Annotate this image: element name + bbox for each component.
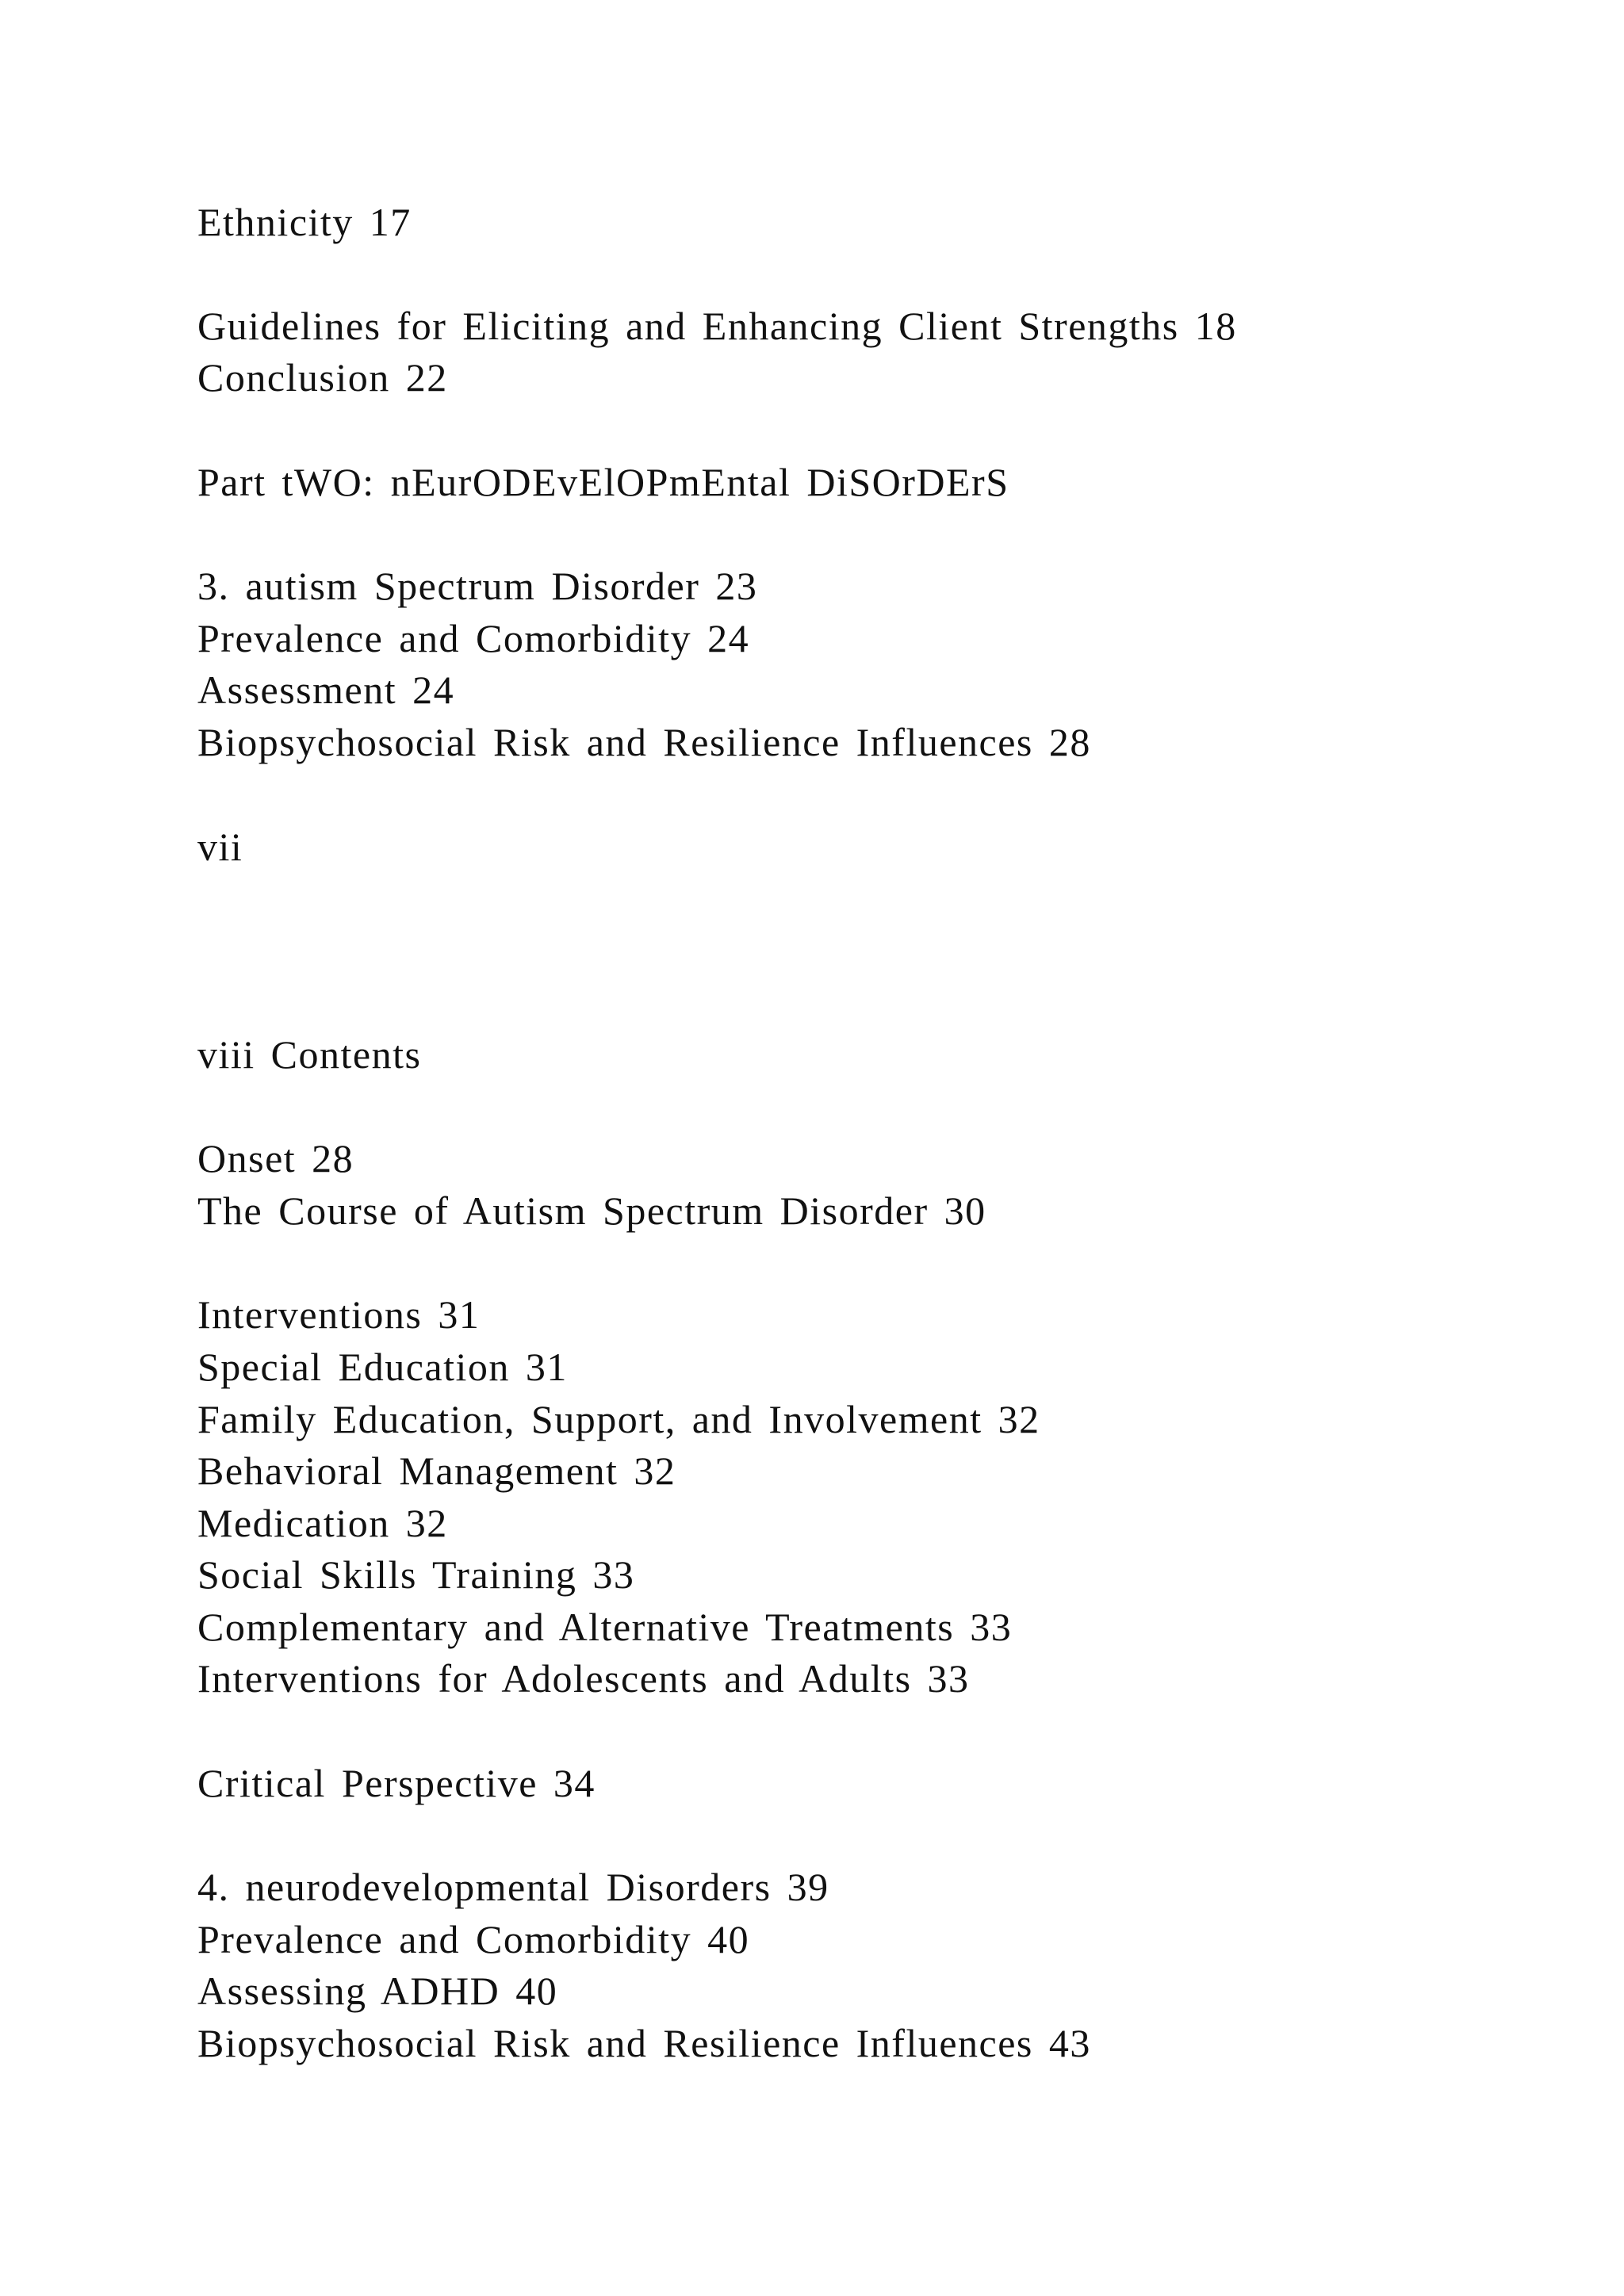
toc-entry-prevalence: Prevalence and Comorbidity 24 [197, 616, 750, 660]
toc-entry-social-skills: Social Skills Training 33 [197, 1552, 635, 1597]
toc-entry-onset: Onset 28 [197, 1136, 354, 1181]
toc-entry-interventions-adolescents: Interventions for Adolescents and Adults 33 [197, 1656, 970, 1701]
toc-entry-medication: Medication 32 [197, 1501, 448, 1545]
toc-entry-guidelines: Guidelines for Eliciting and Enhancing Client Strengths 18 [197, 304, 1237, 348]
page-number: vii [197, 825, 243, 869]
toc-entry-prevalence: Prevalence and Comorbidity 40 [197, 1917, 750, 1961]
part-heading: Part tWO: nEurODEvElOPmEntal DiSOrDErS [197, 460, 1009, 504]
toc-entry-conclusion: Conclusion 22 [197, 355, 448, 400]
chapter-title: 3. autism Spectrum Disorder 23 [197, 564, 758, 608]
toc-entry-behavioral-management: Behavioral Management 32 [197, 1448, 676, 1493]
toc-entry-assessment: Assessment 24 [197, 668, 455, 712]
toc-entry-biopsychosocial: Biopsychosocial Risk and Resilience Influences 43 [197, 2021, 1091, 2065]
toc-entry-special-education: Special Education 31 [197, 1345, 568, 1389]
toc-entry-critical-perspective: Critical Perspective 34 [197, 1761, 596, 1805]
running-head: viii Contents [197, 1032, 422, 1077]
toc-entry-interventions: Interventions 31 [197, 1292, 481, 1337]
toc-entry-assessing-adhd: Assessing ADHD 40 [197, 1969, 558, 2013]
toc-entry-ethnicity: Ethnicity 17 [197, 200, 412, 244]
toc-entry-course: The Course of Autism Spectrum Disorder 30 [197, 1188, 986, 1233]
toc-entry-family-education: Family Education, Support, and Involvement 32 [197, 1397, 1040, 1441]
toc-entry-complementary: Complementary and Alternative Treatments 33 [197, 1605, 1013, 1649]
chapter-title: 4. neurodevelopmental Disorders 39 [197, 1865, 829, 1909]
toc-entry-biopsychosocial: Biopsychosocial Risk and Resilience Influences 28 [197, 720, 1091, 764]
